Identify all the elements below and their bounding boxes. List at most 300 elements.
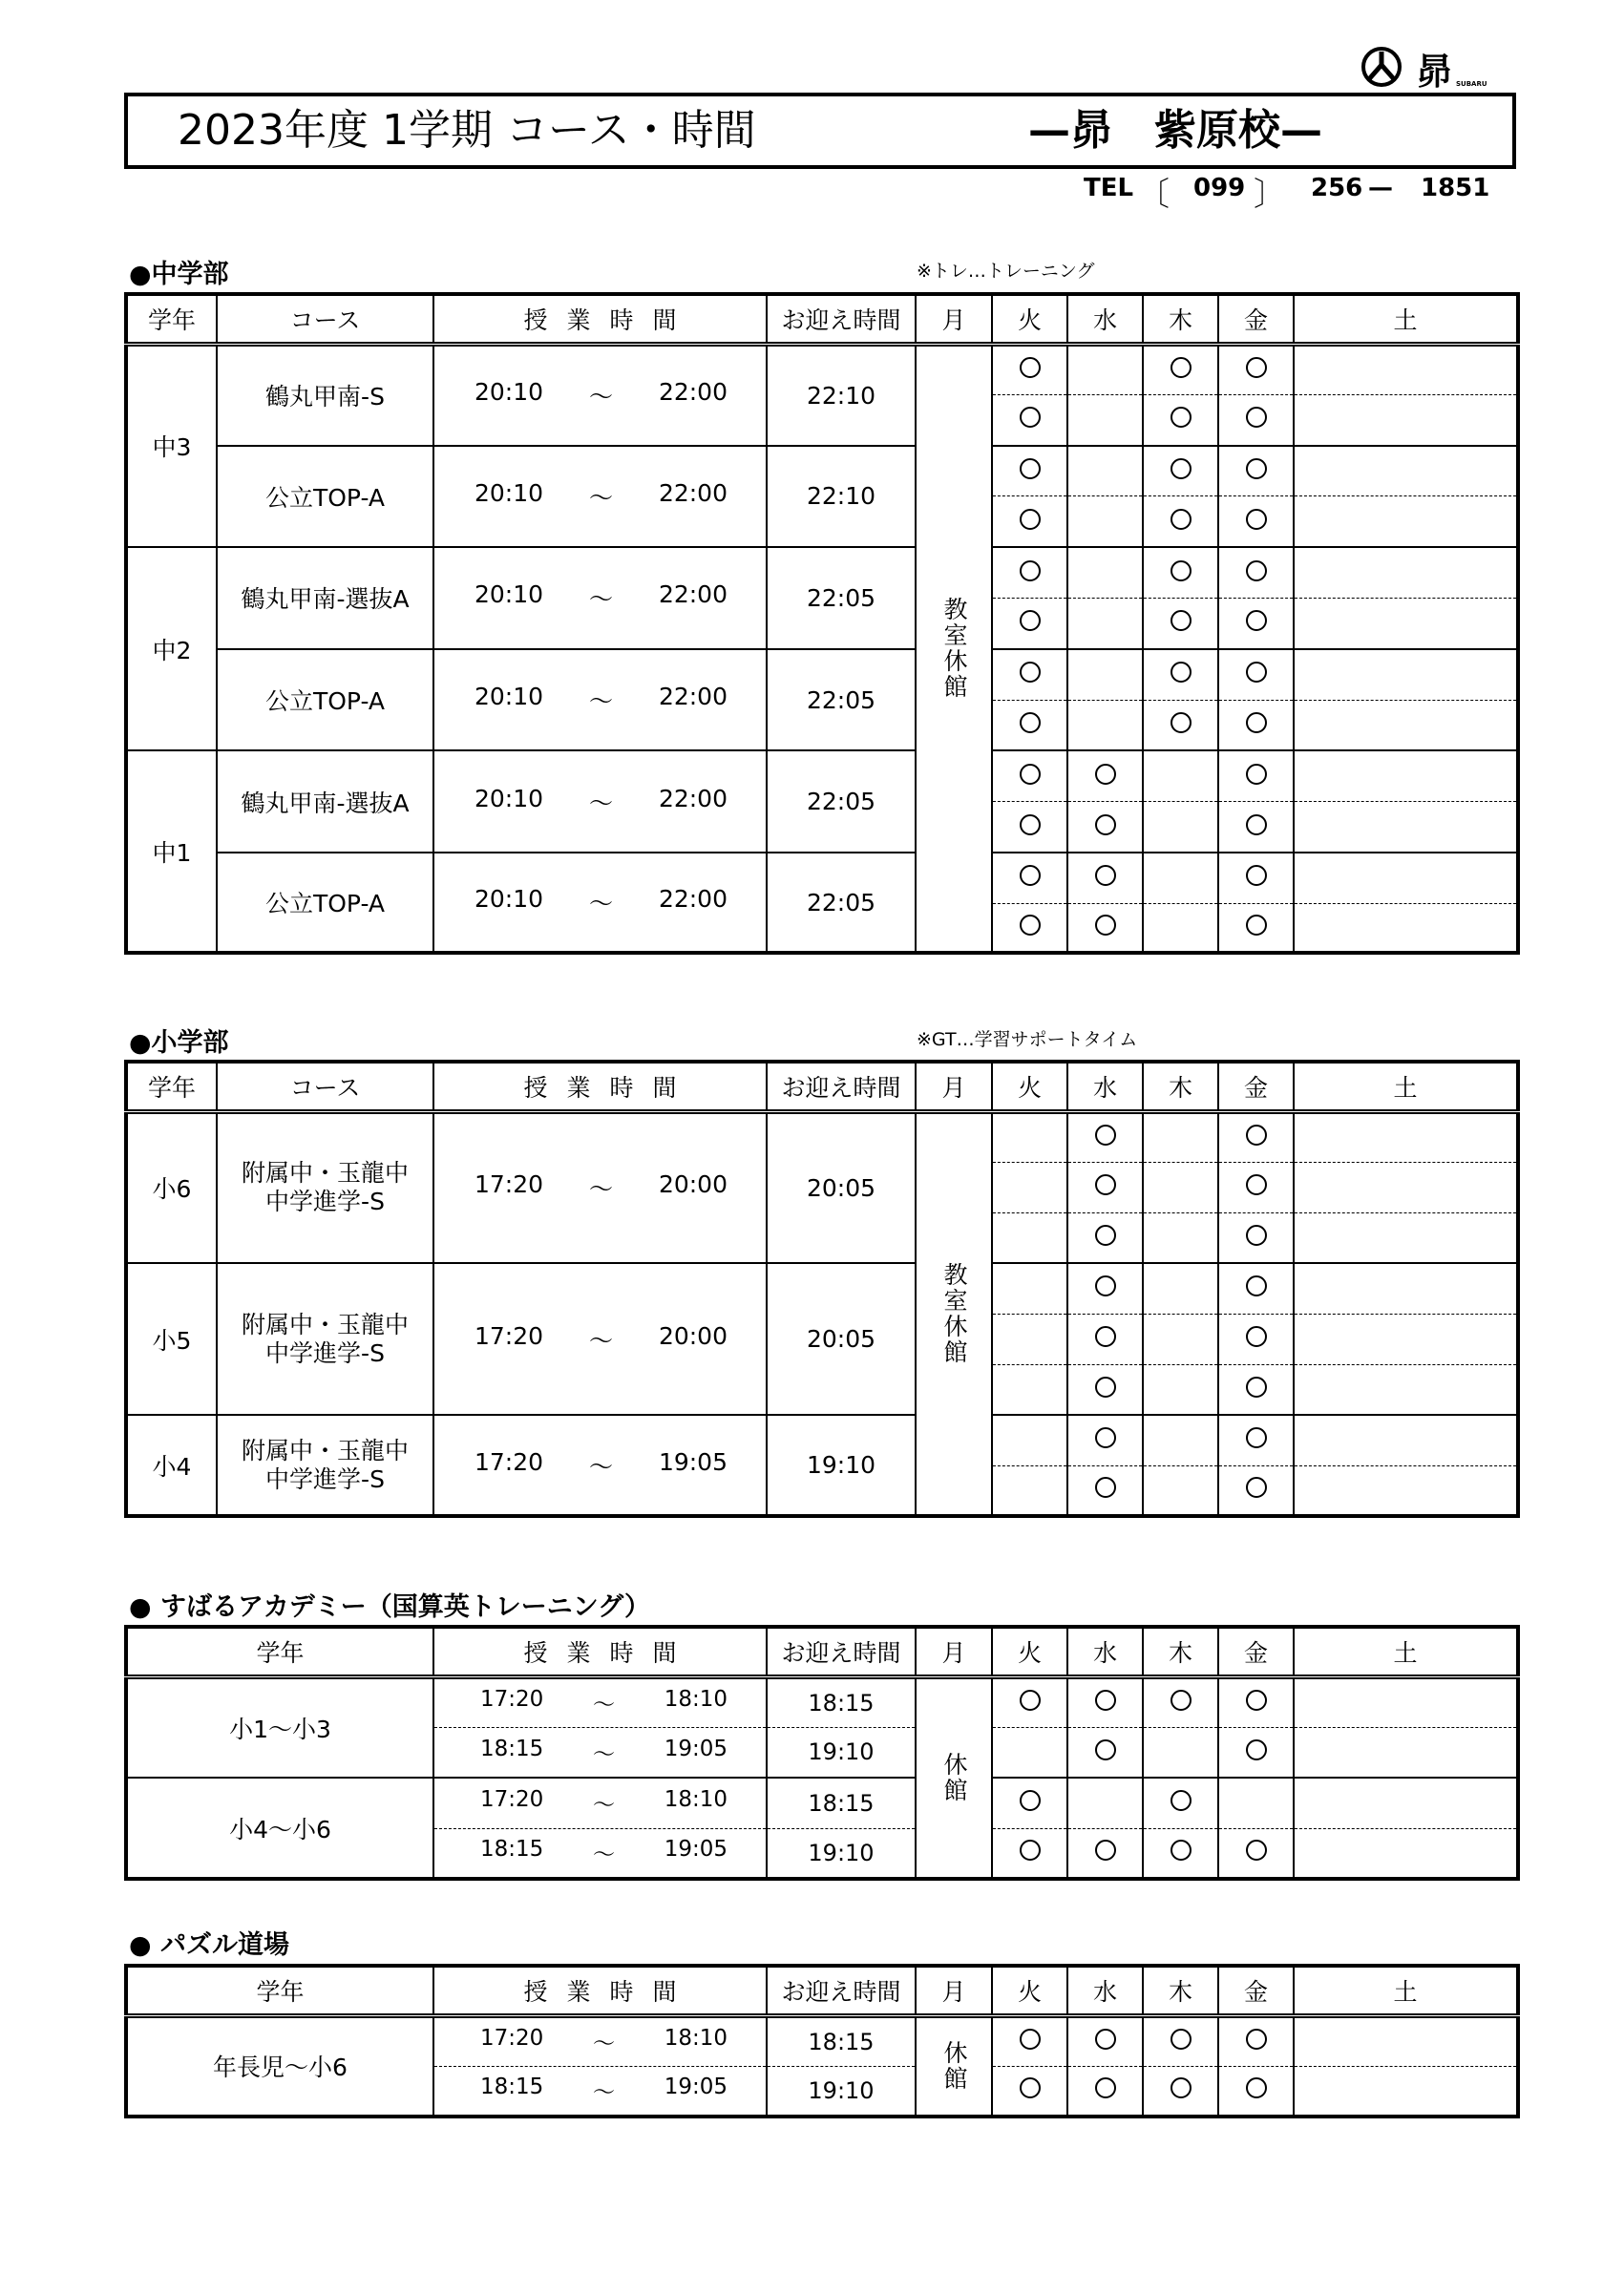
day-cell bbox=[1143, 1676, 1218, 1727]
elementary-note: ※GT…学習サポートタイム bbox=[917, 1029, 1138, 1050]
start-time: 17:20 bbox=[475, 1321, 544, 1350]
table-row bbox=[126, 750, 1518, 801]
day-cell bbox=[1143, 2015, 1218, 2066]
school-name: —昴 紫原校— bbox=[1028, 106, 1322, 155]
start-time: 20:10 bbox=[475, 683, 544, 711]
header-class-time: 授業時間 bbox=[433, 294, 767, 344]
day-cell bbox=[992, 1778, 1067, 1828]
attendance-mark-icon bbox=[1171, 1690, 1192, 1711]
monday-closed-note: 休館 bbox=[916, 1676, 992, 1879]
pickup-time: 19:10 bbox=[767, 2066, 916, 2117]
school-logo bbox=[1360, 46, 1504, 93]
monday-closed-note: 教室休館 bbox=[916, 344, 992, 953]
page-title: 2023年度 1学期 コース・時間 bbox=[178, 106, 756, 155]
day-cell bbox=[1218, 2066, 1294, 2117]
header-class-time: 授業時間 bbox=[433, 1627, 767, 1676]
attendance-mark-icon bbox=[1095, 915, 1116, 936]
pickup-time: 22:05 bbox=[767, 547, 916, 649]
grade-cell: 中3 bbox=[126, 344, 217, 547]
attendance-mark-icon bbox=[1020, 610, 1041, 631]
header-mon: 月 bbox=[916, 1062, 992, 1111]
course-name: 公立TOP-A bbox=[217, 853, 433, 953]
pickup-time: 22:05 bbox=[767, 649, 916, 751]
end-time: 18:10 bbox=[664, 2026, 728, 2051]
header-wed: 水 bbox=[1067, 294, 1143, 344]
header-sat: 土 bbox=[1294, 294, 1518, 344]
day-cell bbox=[1218, 496, 1294, 547]
attendance-mark-icon bbox=[1095, 1125, 1116, 1146]
class-time-cell bbox=[433, 1111, 767, 1263]
class-time-cell bbox=[433, 547, 767, 649]
saturday-cell bbox=[1294, 1314, 1518, 1364]
attendance-mark-icon bbox=[1171, 407, 1192, 428]
day-cell bbox=[992, 700, 1067, 750]
day-cell bbox=[992, 1828, 1067, 1879]
attendance-mark-icon bbox=[1095, 865, 1116, 886]
day-cell bbox=[1143, 1314, 1218, 1364]
attendance-mark-icon bbox=[1095, 1377, 1116, 1398]
attendance-mark-icon bbox=[1020, 1840, 1041, 1861]
elementary-section-title: ●小学部 bbox=[129, 1028, 229, 1058]
attendance-mark-icon bbox=[1095, 814, 1116, 835]
grade-cell: 中2 bbox=[126, 547, 217, 750]
header-fri: 金 bbox=[1218, 294, 1294, 344]
time-range bbox=[434, 1737, 766, 1768]
saturday-cell bbox=[1294, 547, 1518, 598]
end-time: 22:00 bbox=[658, 478, 728, 507]
attendance-mark-icon bbox=[1246, 1275, 1267, 1296]
tel-label: TEL bbox=[1084, 174, 1134, 202]
time-range bbox=[434, 1787, 766, 1819]
attendance-mark-icon bbox=[1171, 509, 1192, 530]
day-cell bbox=[1067, 649, 1143, 700]
day-cell bbox=[992, 903, 1067, 953]
time-range bbox=[434, 1322, 766, 1357]
attendance-mark-icon bbox=[1095, 1840, 1116, 1861]
saturday-cell bbox=[1294, 1212, 1518, 1263]
header-course: コース bbox=[217, 294, 433, 344]
time-separator: ～ bbox=[588, 1326, 613, 1355]
attendance-mark-icon bbox=[1246, 1225, 1267, 1246]
end-time: 22:00 bbox=[658, 885, 728, 914]
saturday-cell bbox=[1294, 598, 1518, 648]
day-cell bbox=[992, 802, 1067, 853]
table-row bbox=[126, 1111, 1518, 1162]
day-cell bbox=[992, 1465, 1067, 1516]
day-cell bbox=[1143, 1212, 1218, 1263]
attendance-mark-icon bbox=[1020, 407, 1041, 428]
attendance-mark-icon bbox=[1246, 2029, 1267, 2050]
header-pickup: お迎え時間 bbox=[767, 294, 916, 344]
attendance-mark-icon bbox=[1020, 915, 1041, 936]
attendance-mark-icon bbox=[1171, 2077, 1192, 2098]
class-time-cell bbox=[433, 649, 767, 751]
saturday-cell bbox=[1294, 2015, 1518, 2066]
time-separator: ～ bbox=[593, 1693, 615, 1717]
pickup-time: 22:10 bbox=[767, 344, 916, 446]
class-time-cell bbox=[433, 344, 767, 446]
day-cell bbox=[1218, 1828, 1294, 1879]
attendance-mark-icon bbox=[1246, 1125, 1267, 1146]
day-cell bbox=[1067, 1364, 1143, 1415]
saturday-cell bbox=[1294, 1465, 1518, 1516]
day-cell bbox=[1143, 853, 1218, 903]
attendance-mark-icon bbox=[1246, 915, 1267, 936]
table-row bbox=[126, 649, 1518, 700]
junior-schedule-table bbox=[124, 292, 1520, 955]
day-cell bbox=[992, 1314, 1067, 1364]
time-range bbox=[434, 683, 766, 717]
start-time: 17:20 bbox=[475, 1447, 544, 1476]
pickup-time: 18:15 bbox=[767, 1778, 916, 1828]
class-time-cell bbox=[433, 1415, 767, 1516]
day-cell bbox=[1143, 344, 1218, 394]
day-cell bbox=[992, 1111, 1067, 1162]
day-cell bbox=[992, 1212, 1067, 1263]
puzzle-section-title: ● パズル道場 bbox=[129, 1930, 289, 1960]
attendance-mark-icon bbox=[1171, 712, 1192, 733]
end-time: 20:00 bbox=[658, 1170, 728, 1199]
attendance-mark-icon bbox=[1171, 458, 1192, 479]
table-row bbox=[126, 853, 1518, 903]
header-grade: 学年 bbox=[126, 1062, 217, 1111]
end-time: 22:00 bbox=[658, 378, 728, 407]
attendance-mark-icon bbox=[1095, 1427, 1116, 1448]
header-pickup: お迎え時間 bbox=[767, 1966, 916, 2015]
header-fri: 金 bbox=[1218, 1627, 1294, 1676]
day-cell bbox=[1143, 547, 1218, 598]
course-name bbox=[217, 1263, 433, 1415]
attendance-mark-icon bbox=[1020, 712, 1041, 733]
day-cell bbox=[1067, 1111, 1143, 1162]
end-time: 19:05 bbox=[658, 1447, 728, 1476]
header-sat: 土 bbox=[1294, 1062, 1518, 1111]
day-cell bbox=[1143, 700, 1218, 750]
day-cell bbox=[1067, 1727, 1143, 1778]
tel-area-code: 099 bbox=[1193, 174, 1246, 202]
time-range bbox=[434, 1687, 766, 1718]
day-cell bbox=[1143, 598, 1218, 648]
attendance-mark-icon bbox=[1020, 2077, 1041, 2098]
day-cell bbox=[1143, 1162, 1218, 1212]
class-time-cell bbox=[433, 446, 767, 548]
junior-section-title: ●中学部 bbox=[129, 260, 229, 289]
saturday-cell bbox=[1294, 1778, 1518, 1828]
day-cell bbox=[1218, 394, 1294, 445]
day-cell bbox=[1218, 1162, 1294, 1212]
attendance-mark-icon bbox=[1020, 357, 1041, 378]
table-row bbox=[126, 1778, 1518, 1828]
attendance-mark-icon bbox=[1246, 407, 1267, 428]
attendance-mark-icon bbox=[1020, 1690, 1041, 1711]
start-time: 20:10 bbox=[475, 885, 544, 914]
time-separator: ～ bbox=[588, 483, 613, 512]
course-name: 公立TOP-A bbox=[217, 649, 433, 751]
day-cell bbox=[1218, 1263, 1294, 1314]
attendance-mark-icon bbox=[1246, 1690, 1267, 1711]
pickup-time: 22:05 bbox=[767, 750, 916, 853]
class-time-cell bbox=[433, 2015, 767, 2066]
attendance-mark-icon bbox=[1020, 1790, 1041, 1811]
pickup-time: 20:05 bbox=[767, 1111, 916, 1263]
time-separator: ～ bbox=[593, 2032, 615, 2056]
day-cell bbox=[1218, 1212, 1294, 1263]
header-thu: 木 bbox=[1143, 294, 1218, 344]
day-cell bbox=[1067, 394, 1143, 445]
start-time: 20:10 bbox=[475, 378, 544, 407]
attendance-mark-icon bbox=[1020, 764, 1041, 785]
grade-cell: 小6 bbox=[126, 1111, 217, 1263]
course-line-2: 中学進学-S bbox=[265, 1338, 385, 1367]
header-tue: 火 bbox=[992, 1062, 1067, 1111]
logo-subtext: SUBARU bbox=[1456, 80, 1487, 88]
course-name: 鶴丸甲南-選抜A bbox=[217, 547, 433, 649]
day-cell bbox=[1218, 446, 1294, 496]
class-time-cell bbox=[433, 750, 767, 853]
day-cell bbox=[1067, 903, 1143, 953]
course-name: 鶴丸甲南-選抜A bbox=[217, 750, 433, 853]
tel-dash: — bbox=[1368, 174, 1393, 202]
saturday-cell bbox=[1294, 1364, 1518, 1415]
attendance-mark-icon bbox=[1246, 357, 1267, 378]
time-range bbox=[434, 378, 766, 412]
saturday-cell bbox=[1294, 802, 1518, 853]
day-cell bbox=[1143, 1415, 1218, 1465]
day-cell bbox=[992, 1162, 1067, 1212]
attendance-mark-icon bbox=[1246, 662, 1267, 683]
attendance-mark-icon bbox=[1246, 1326, 1267, 1347]
class-time-cell bbox=[433, 1828, 767, 1879]
attendance-mark-icon bbox=[1095, 2077, 1116, 2098]
course-line-1: 附属中・玉龍中 bbox=[241, 1436, 409, 1464]
logo-text: 昴 bbox=[1416, 51, 1453, 93]
end-time: 22:00 bbox=[658, 580, 728, 609]
monday-closed-note: 休館 bbox=[916, 2015, 992, 2117]
day-cell bbox=[1218, 1364, 1294, 1415]
attendance-mark-icon bbox=[1246, 509, 1267, 530]
puzzle-schedule-table bbox=[124, 1964, 1520, 2118]
attendance-mark-icon bbox=[1020, 662, 1041, 683]
day-cell bbox=[1218, 1465, 1294, 1516]
academy-section-title: ● すばるアカデミー（国算英トレーニング） bbox=[129, 1592, 650, 1622]
day-cell bbox=[1218, 2015, 1294, 2066]
pickup-time: 20:05 bbox=[767, 1263, 916, 1415]
table-row bbox=[126, 547, 1518, 598]
day-cell bbox=[1067, 1465, 1143, 1516]
day-cell bbox=[1143, 394, 1218, 445]
header-mon: 月 bbox=[916, 1627, 992, 1676]
attendance-mark-icon bbox=[1246, 865, 1267, 886]
day-cell bbox=[1143, 750, 1218, 801]
start-time: 17:20 bbox=[480, 2026, 544, 2051]
class-time-cell bbox=[433, 1778, 767, 1828]
attendance-mark-icon bbox=[1171, 2029, 1192, 2050]
grade-cell: 小4～小6 bbox=[126, 1778, 433, 1879]
header-course: コース bbox=[217, 1062, 433, 1111]
start-time: 20:10 bbox=[475, 784, 544, 812]
end-time: 18:10 bbox=[664, 1787, 728, 1813]
header-tue: 火 bbox=[992, 1966, 1067, 2015]
day-cell bbox=[992, 2015, 1067, 2066]
pickup-time: 22:05 bbox=[767, 853, 916, 953]
attendance-mark-icon bbox=[1020, 2029, 1041, 2050]
time-separator: ～ bbox=[588, 789, 613, 817]
saturday-cell bbox=[1294, 853, 1518, 903]
academy-schedule-table bbox=[124, 1625, 1520, 1881]
day-cell bbox=[992, 547, 1067, 598]
day-cell bbox=[1218, 344, 1294, 394]
day-cell bbox=[1143, 496, 1218, 547]
day-cell bbox=[1218, 1415, 1294, 1465]
start-time: 18:15 bbox=[480, 1837, 544, 1863]
time-range bbox=[434, 479, 766, 514]
table-row bbox=[126, 2015, 1518, 2066]
day-cell bbox=[1067, 1162, 1143, 1212]
day-cell bbox=[1067, 1778, 1143, 1828]
day-cell bbox=[1218, 1314, 1294, 1364]
header-wed: 水 bbox=[1067, 1966, 1143, 2015]
attendance-mark-icon bbox=[1095, 764, 1116, 785]
header-wed: 水 bbox=[1067, 1627, 1143, 1676]
course-line-1: 附属中・玉龍中 bbox=[241, 1159, 409, 1188]
logo-mark-icon bbox=[1360, 46, 1408, 88]
header-mon: 月 bbox=[916, 1966, 992, 2015]
day-cell bbox=[992, 1676, 1067, 1727]
tel-mid: 256 bbox=[1311, 174, 1363, 202]
header-thu: 木 bbox=[1143, 1966, 1218, 2015]
attendance-mark-icon bbox=[1246, 1174, 1267, 1195]
day-cell bbox=[992, 1364, 1067, 1415]
time-separator: ～ bbox=[593, 1793, 615, 1819]
course-name bbox=[217, 1415, 433, 1516]
end-time: 19:05 bbox=[664, 2075, 728, 2100]
saturday-cell bbox=[1294, 2066, 1518, 2117]
grade-cell: 小4 bbox=[126, 1415, 217, 1516]
attendance-mark-icon bbox=[1095, 2029, 1116, 2050]
time-separator: ～ bbox=[588, 383, 613, 411]
day-cell bbox=[1218, 1111, 1294, 1162]
day-cell bbox=[992, 496, 1067, 547]
day-cell bbox=[1143, 2066, 1218, 2117]
attendance-mark-icon bbox=[1246, 458, 1267, 479]
time-range bbox=[434, 2026, 766, 2057]
header-fri: 金 bbox=[1218, 1966, 1294, 2015]
header-thu: 木 bbox=[1143, 1062, 1218, 1111]
table-row bbox=[126, 1415, 1518, 1465]
day-cell bbox=[1067, 1263, 1143, 1314]
start-time: 18:15 bbox=[480, 2075, 544, 2100]
class-time-cell bbox=[433, 1676, 767, 1727]
day-cell bbox=[1218, 700, 1294, 750]
day-cell bbox=[1143, 649, 1218, 700]
header-class-time: 授業時間 bbox=[433, 1062, 767, 1111]
class-time-cell bbox=[433, 853, 767, 953]
day-cell bbox=[1067, 446, 1143, 496]
day-cell bbox=[1218, 853, 1294, 903]
time-separator: ～ bbox=[588, 687, 613, 716]
course-name bbox=[217, 1111, 433, 1263]
time-separator: ～ bbox=[588, 1175, 613, 1204]
attendance-mark-icon bbox=[1246, 764, 1267, 785]
day-cell bbox=[1143, 1778, 1218, 1828]
elementary-schedule-table bbox=[124, 1060, 1520, 1518]
attendance-mark-icon bbox=[1020, 865, 1041, 886]
day-cell bbox=[1067, 1828, 1143, 1879]
saturday-cell bbox=[1294, 903, 1518, 953]
header-grade: 学年 bbox=[126, 1966, 433, 2015]
day-cell bbox=[1067, 853, 1143, 903]
table-row bbox=[126, 1676, 1518, 1727]
attendance-mark-icon bbox=[1171, 357, 1192, 378]
saturday-cell bbox=[1294, 1828, 1518, 1879]
time-range bbox=[434, 2075, 766, 2106]
day-cell bbox=[1143, 1263, 1218, 1314]
tel-last: 1851 bbox=[1421, 174, 1490, 202]
attendance-mark-icon bbox=[1020, 560, 1041, 581]
start-time: 20:10 bbox=[475, 478, 544, 507]
junior-note: ※トレ…トレーニング bbox=[917, 261, 1095, 282]
table-row bbox=[126, 1263, 1518, 1314]
attendance-mark-icon bbox=[1246, 560, 1267, 581]
attendance-mark-icon bbox=[1246, 1739, 1267, 1760]
day-cell bbox=[1218, 1778, 1294, 1828]
day-cell bbox=[1143, 1828, 1218, 1879]
time-range bbox=[434, 580, 766, 615]
header-tue: 火 bbox=[992, 294, 1067, 344]
table-row bbox=[126, 446, 1518, 496]
time-separator: ～ bbox=[588, 890, 613, 918]
header-pickup: お迎え時間 bbox=[767, 1627, 916, 1676]
pickup-time: 19:10 bbox=[767, 1727, 916, 1778]
day-cell bbox=[1218, 802, 1294, 853]
attendance-mark-icon bbox=[1095, 1275, 1116, 1296]
course-name: 公立TOP-A bbox=[217, 446, 433, 548]
attendance-mark-icon bbox=[1246, 610, 1267, 631]
saturday-cell bbox=[1294, 750, 1518, 801]
day-cell bbox=[1143, 1364, 1218, 1415]
header-wed: 水 bbox=[1067, 1062, 1143, 1111]
attendance-mark-icon bbox=[1246, 1377, 1267, 1398]
grade-cell: 中1 bbox=[126, 750, 217, 953]
day-cell bbox=[992, 750, 1067, 801]
start-time: 17:20 bbox=[480, 1787, 544, 1813]
day-cell bbox=[1067, 1415, 1143, 1465]
start-time: 17:20 bbox=[480, 1687, 544, 1712]
day-cell bbox=[1218, 649, 1294, 700]
day-cell bbox=[1067, 700, 1143, 750]
attendance-mark-icon bbox=[1171, 1840, 1192, 1861]
time-separator: ～ bbox=[593, 1843, 615, 1868]
class-time-cell bbox=[433, 1727, 767, 1778]
day-cell bbox=[992, 394, 1067, 445]
attendance-mark-icon bbox=[1095, 1690, 1116, 1711]
day-cell bbox=[1067, 750, 1143, 801]
day-cell bbox=[1218, 750, 1294, 801]
day-cell bbox=[992, 446, 1067, 496]
title-box bbox=[124, 93, 1516, 169]
course-line-2: 中学進学-S bbox=[265, 1188, 385, 1216]
course-line-2: 中学進学-S bbox=[265, 1464, 385, 1493]
saturday-cell bbox=[1294, 496, 1518, 547]
attendance-mark-icon bbox=[1171, 1790, 1192, 1811]
saturday-cell bbox=[1294, 394, 1518, 445]
header-fri: 金 bbox=[1218, 1062, 1294, 1111]
attendance-mark-icon bbox=[1171, 560, 1192, 581]
day-cell bbox=[1143, 1111, 1218, 1162]
day-cell bbox=[1218, 1676, 1294, 1727]
header-class-time: 授業時間 bbox=[433, 1966, 767, 2015]
day-cell bbox=[992, 344, 1067, 394]
